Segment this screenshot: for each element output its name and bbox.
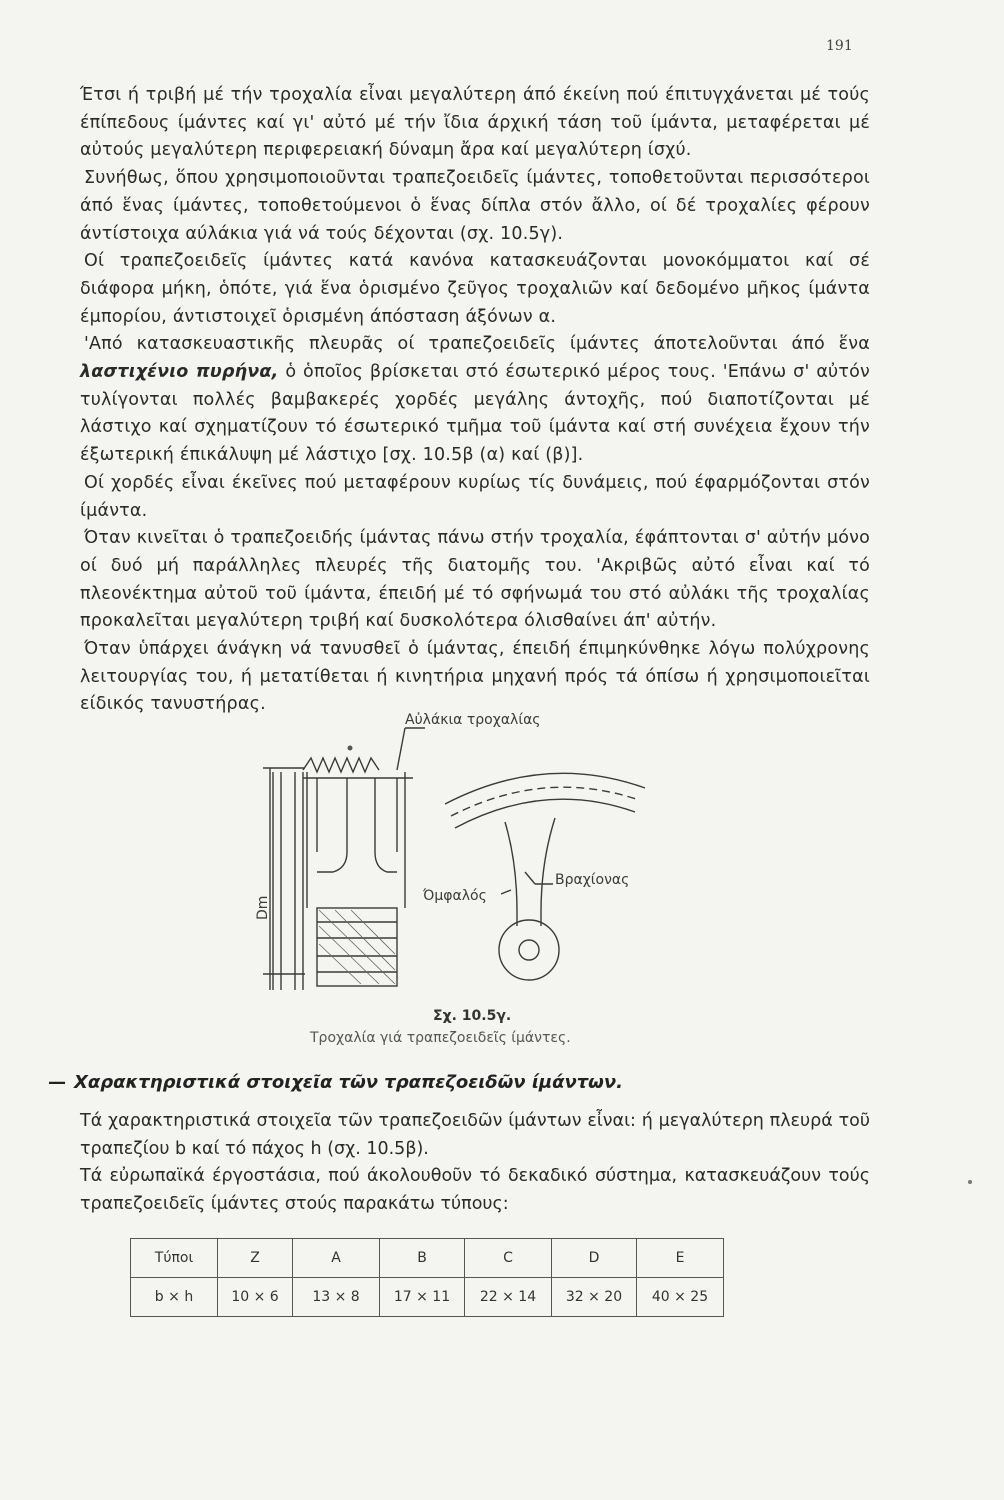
section-body [80, 1108, 870, 1218]
table-cell: A [293, 1239, 380, 1278]
belt-types-table [130, 1238, 724, 1317]
table-cell: 40 × 25 [637, 1278, 724, 1317]
table-cell: 13 × 8 [293, 1278, 380, 1317]
label-grooves: Αὐλάκια τροχαλίας [405, 712, 541, 728]
paragraph-6: Όταν κινεῖται ὁ τραπεζοειδής ίμάντας πάνω στήν τροχαλία, έφάπτονται σ' αὐτήν μόνο οί δυό μή παράλληλες πλευρές τῆς διατομῆς του. 'Ακριβῶς αὐτό εἶναι καί τό πλεονέκτημα αὐτοῦ τοῦ ίμάντα, έπειδή μέ τό σφήνωμά του στό αὐλάκι τῆς τροχαλίας προκαλεῖται μεγαλύτερη τριβή καί δυσκολότερα όλισθαίνει άπ' αὐτήν. [80, 528, 870, 632]
arm [505, 822, 517, 926]
label-dm: Dm [255, 895, 271, 920]
pulley-drawing [255, 712, 675, 1012]
stray-mark [968, 1180, 972, 1184]
table-header-cell: b × h [131, 1278, 218, 1317]
grooves-profile [303, 758, 379, 772]
paragraph-2: Συνήθως, ὅπου χρησιμοποιοῦνται τραπεζοειδεῖς ίμάντες, τοποθετοῦνται περισσότεροι άπό ἕνας ίμάντες, τοποθετούμενοι ὁ ἕνας δίπλα στόν ἄλλο, οί δέ τροχαλίες φέρουν άντίστοιχα αύλάκια γιά νά τούς δέχονται (σχ. 10.5γ). [80, 168, 870, 244]
paragraph-4-start: 'Από κατασκευαστικῆς πλευρᾶς οί τραπεζοειδεῖς ίμάντες άποτελοῦνται άπό ἕνα [84, 334, 870, 355]
table-cell: 10 × 6 [218, 1278, 293, 1317]
section-dash: — [48, 1072, 66, 1093]
table-cell: 32 × 20 [552, 1278, 637, 1317]
figure-number: Σχ. 10.5γ. [433, 1008, 512, 1024]
table-cell: 22 × 14 [465, 1278, 552, 1317]
pulley-figure [255, 712, 675, 1052]
section-paragraph-1: Τά χαρακτηριστικά στοιχεῖα τῶν τραπεζοειδῶν ίμάντων εἶναι: ή μεγαλύτερη πλευρά τοῦ τραπεζίου b καί τό πάχος h (σχ. 10.5β). [80, 1111, 870, 1159]
paragraph-3: Οί τραπεζοειδεῖς ίμάντες κατά κανόνα κατασκευάζονται μονοκόμματοι καί σέ διάφορα μήκη, ὁπότε, γιά ἕνα ὁρισμένο ζεῦγος τροχαλιῶν καί δεδομένο μῆκος ίμάντα έμπορίου, άντιστοιχεῖ ὁρισμένη άπόσταση άξόνων α. [80, 251, 870, 327]
table-cell: C [465, 1239, 552, 1278]
table-row [131, 1239, 724, 1278]
label-hub: Όμφαλός [423, 888, 487, 904]
table-row [131, 1278, 724, 1317]
section-paragraph-2: Τά εὐρωπαϊκά έργοστάσια, πού άκολουθοῦν τό δεκαδικό σύστημα, κατασκευάζουν τούς τραπεζοειδεῖς ίμάντες στούς παρακάτω τύπους: [80, 1166, 870, 1214]
table-cell: D [552, 1239, 637, 1278]
table-cell: B [380, 1239, 465, 1278]
section-title-text: Χαρακτηριστικά στοιχεῖα τῶν τραπεζοειδῶν ίμάντων. [74, 1072, 623, 1093]
paragraph-7: Όταν ὑπάρχει άνάγκη νά τανυσθεῖ ὁ ίμάντας, έπειδή έπιμηκύνθηκε λόγω πολύχρονης λειτουργίας του, ή μετατίθεται ή κινητήρια μηχανή πρός τά όπίσω ή χρησιμοποιεῖται είδικός τανυστήρας. [80, 639, 870, 715]
rubber-core-term: λαστιχένιο πυρήνα, [80, 362, 279, 383]
paragraph-4 [80, 331, 870, 470]
paragraph-1: Έτσι ή τριβή μέ τήν τροχαλία εἶναι μεγαλύτερη άπό έκείνη πού έπιτυγχάνεται μέ τούς έπίπεδους ίμάντες καί γι' αὐτό μέ τήν ἴδια άρχική τάση τοῦ ίμάντα, μεταφέρεται μέ αὐτούς μεγαλύτερη περιφερειακή δύναμη ἄρα καί μεγαλύτερη ίσχύ. [80, 85, 870, 161]
figure-caption: Τροχαλία γιά τραπεζοειδεῖς ίμάντες. [310, 1030, 571, 1046]
table-cell: 17 × 11 [380, 1278, 465, 1317]
page-number: 191 [826, 38, 853, 54]
paragraph-5: Οί χορδές εἶναι έκεῖνες πού μεταφέρουν κυρίως τίς δυνάμεις, πού έφαρμόζονται στόν ίμάντα. [80, 472, 870, 521]
label-arm: Βραχίονας [555, 872, 630, 888]
body-text [80, 82, 870, 719]
table-cell: Z [218, 1239, 293, 1278]
table-cell: E [637, 1239, 724, 1278]
section-title [48, 1072, 623, 1093]
table-header-cell: Τύποι [131, 1239, 218, 1278]
paragraph-4-end: ὁ ὁποῖος βρίσκεται στό έσωτερικό μέρος τους. 'Επάνω σ' αὐτόν τυλίγονται πολλές βαμβακερές χορδές μεγάλης άντοχῆς, πού διαποτίζονται μέ λάστιχο καί σχηματίζουν τό έσωτερικό τμῆμα τοῦ ίμάντα καί στή συνέχεια ἔχουν τήν έξωτερική έπικάλυψη μέ λάστιχο [σχ. 10.5β (α) καί (β)]. [80, 362, 870, 466]
hub-circle [499, 920, 559, 980]
